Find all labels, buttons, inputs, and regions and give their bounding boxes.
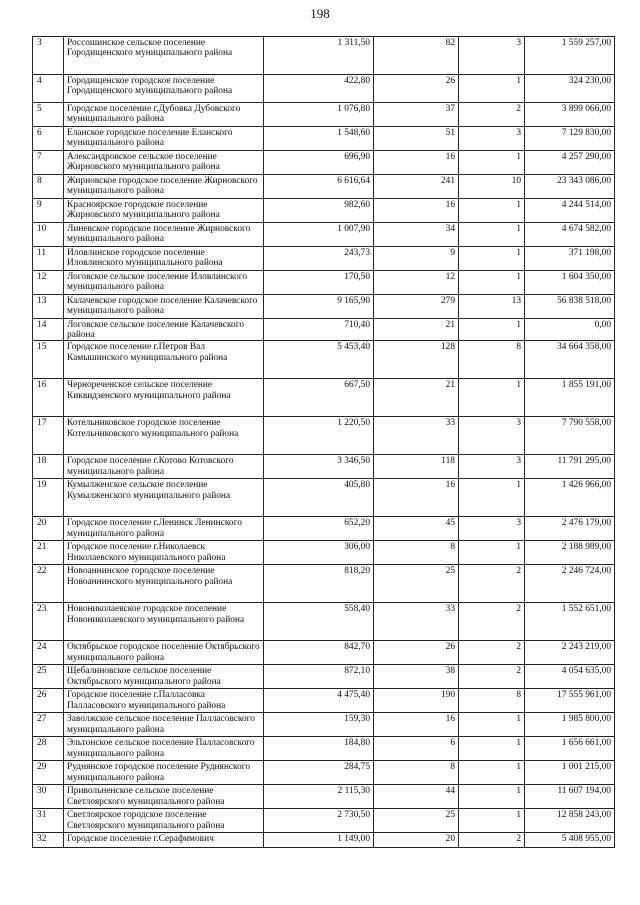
area-value: 1 220,50: [264, 417, 374, 455]
quantity-value: 3: [459, 517, 525, 541]
amount-value: 1 001 215,00: [525, 761, 615, 785]
area-value: 405,80: [264, 479, 374, 517]
count-value: 33: [374, 417, 459, 455]
table-row: [33, 517, 615, 541]
settlement-name: Котельниковское городское поселение Котельниковского муниципального района: [64, 417, 264, 455]
quantity-value: 13: [459, 295, 525, 319]
quantity-value: 1: [459, 479, 525, 517]
quantity-value: 2: [459, 603, 525, 641]
area-value: 306,00: [264, 541, 374, 565]
count-value: 16: [374, 199, 459, 223]
settlement-name: Логовское сельское поселение Иловлинского муниципального района: [64, 271, 264, 295]
table-row: [33, 295, 615, 319]
settlement-name: Городское поселение г.Серафимович: [64, 833, 264, 848]
table-row: [33, 713, 615, 737]
count-value: 45: [374, 517, 459, 541]
table-row: [33, 247, 615, 271]
table-row: [33, 565, 615, 603]
quantity-value: 1: [459, 809, 525, 833]
table-row: [33, 479, 615, 517]
quantity-value: 1: [459, 785, 525, 809]
settlement-name: Россошинское сельское поселение Городищенского муниципального района: [64, 37, 264, 75]
area-value: 2 730,50: [264, 809, 374, 833]
row-index: 32: [33, 833, 64, 848]
area-value: 4 475,40: [264, 689, 374, 713]
row-index: 28: [33, 737, 64, 761]
count-value: 21: [374, 319, 459, 341]
row-index: 20: [33, 517, 64, 541]
count-value: 6: [374, 737, 459, 761]
quantity-value: 1: [459, 319, 525, 341]
row-index: 27: [33, 713, 64, 737]
amount-value: 324 230,00: [525, 75, 615, 103]
row-index: 9: [33, 199, 64, 223]
amount-value: 1 985 800,00: [525, 713, 615, 737]
row-index: 17: [33, 417, 64, 455]
amount-value: 12 858 243,00: [525, 809, 615, 833]
settlement-name: Городищенское городское поселение Городищенского муниципального района: [64, 75, 264, 103]
table-row: [33, 341, 615, 379]
amount-value: 0,00: [525, 319, 615, 341]
amount-value: 2 188 989,00: [525, 541, 615, 565]
settlement-name: Новониколаевское городское поселение Новониколаевского муниципального района: [64, 603, 264, 641]
row-index: 6: [33, 127, 64, 151]
quantity-value: 2: [459, 665, 525, 689]
row-index: 8: [33, 175, 64, 199]
settlement-name: Кумылженское сельское поселение Кумылженского муниципального района: [64, 479, 264, 517]
area-value: 696,90: [264, 151, 374, 175]
count-value: 118: [374, 455, 459, 479]
amount-value: 11 607 194,00: [525, 785, 615, 809]
quantity-value: 1: [459, 75, 525, 103]
settlement-name: Руднянское городское поселение Руднянского муниципального района: [64, 761, 264, 785]
count-value: 190: [374, 689, 459, 713]
settlement-name: Городское поселение г.Котово Котовского муниципального района: [64, 455, 264, 479]
row-index: 5: [33, 103, 64, 127]
table-row: [33, 761, 615, 785]
settlement-name: Эльтонское сельское поселение Палласовского муниципального района: [64, 737, 264, 761]
area-value: 5 453,40: [264, 341, 374, 379]
table-row: [33, 641, 615, 665]
quantity-value: 1: [459, 247, 525, 271]
table-row: [33, 417, 615, 455]
settlement-name: Привольненское сельское поселение Светлоярского муниципального района: [64, 785, 264, 809]
row-index: 22: [33, 565, 64, 603]
count-value: 37: [374, 103, 459, 127]
settlement-name: Заволжское сельское поселение Палласовского муниципального района: [64, 713, 264, 737]
area-value: 1 007,90: [264, 223, 374, 247]
quantity-value: 3: [459, 127, 525, 151]
settlement-name: Новоаннинское городское поселение Новоаннинского муниципального района: [64, 565, 264, 603]
row-index: 23: [33, 603, 64, 641]
settlement-name: Чернореченское сельское поселение Киквидзенского муниципального района: [64, 379, 264, 417]
row-index: 15: [33, 341, 64, 379]
area-value: 9 165,90: [264, 295, 374, 319]
count-value: 8: [374, 541, 459, 565]
area-value: 159,30: [264, 713, 374, 737]
area-value: 284,75: [264, 761, 374, 785]
count-value: 16: [374, 713, 459, 737]
quantity-value: 1: [459, 271, 525, 295]
settlement-name: Городское поселение г.Петров Вал Камышинского муниципального района: [64, 341, 264, 379]
area-value: 1 548,60: [264, 127, 374, 151]
amount-value: 1 552 651,00: [525, 603, 615, 641]
amount-value: 11 791 295,00: [525, 455, 615, 479]
settlement-name: Жирновское городское поселение Жирновского муниципального района: [64, 175, 264, 199]
quantity-value: 1: [459, 541, 525, 565]
count-value: 33: [374, 603, 459, 641]
table-row: [33, 37, 615, 75]
quantity-value: 2: [459, 565, 525, 603]
area-value: 1 076,80: [264, 103, 374, 127]
row-index: 12: [33, 271, 64, 295]
amount-value: 2 246 724,00: [525, 565, 615, 603]
settlement-name: Еланское городское поселение Еланского муниципального района: [64, 127, 264, 151]
quantity-value: 1: [459, 151, 525, 175]
count-value: 279: [374, 295, 459, 319]
count-value: 16: [374, 479, 459, 517]
area-value: 6 616,64: [264, 175, 374, 199]
area-value: 842,70: [264, 641, 374, 665]
amount-value: 23 343 086,00: [525, 175, 615, 199]
count-value: 12: [374, 271, 459, 295]
table-row: [33, 785, 615, 809]
count-value: 26: [374, 641, 459, 665]
quantity-value: 2: [459, 833, 525, 848]
amount-value: 17 555 961,00: [525, 689, 615, 713]
amount-value: 4 244 514,00: [525, 199, 615, 223]
amount-value: 1 855 191,00: [525, 379, 615, 417]
settlement-name: Александровское сельское поселение Жирновского муниципального района: [64, 151, 264, 175]
table-row: [33, 737, 615, 761]
quantity-value: 1: [459, 761, 525, 785]
settlement-name: Городское поселение г.Палласовка Палласовского муниципального района: [64, 689, 264, 713]
row-index: 14: [33, 319, 64, 341]
quantity-value: 1: [459, 199, 525, 223]
table-row: [33, 541, 615, 565]
count-value: 34: [374, 223, 459, 247]
amount-value: 1 559 257,00: [525, 37, 615, 75]
area-value: 667,50: [264, 379, 374, 417]
row-index: 11: [33, 247, 64, 271]
quantity-value: 3: [459, 37, 525, 75]
settlement-name: Красноярское городское поселение Жирновского муниципального района: [64, 199, 264, 223]
count-value: 25: [374, 809, 459, 833]
row-index: 4: [33, 75, 64, 103]
amount-value: 34 664 358,00: [525, 341, 615, 379]
table-row: [33, 175, 615, 199]
count-value: 20: [374, 833, 459, 848]
row-index: 29: [33, 761, 64, 785]
amount-value: 1 426 966,00: [525, 479, 615, 517]
quantity-value: 2: [459, 103, 525, 127]
table-row: [33, 151, 615, 175]
area-value: 1 311,50: [264, 37, 374, 75]
row-index: 21: [33, 541, 64, 565]
amount-value: 4 054 635,00: [525, 665, 615, 689]
quantity-value: 1: [459, 737, 525, 761]
settlements-table: [32, 36, 615, 848]
count-value: 51: [374, 127, 459, 151]
row-index: 13: [33, 295, 64, 319]
table-row: [33, 271, 615, 295]
table-row: [33, 103, 615, 127]
count-value: 9: [374, 247, 459, 271]
table-row: [33, 319, 615, 341]
table-body: [33, 37, 615, 848]
count-value: 25: [374, 565, 459, 603]
table-row: [33, 603, 615, 641]
settlement-name: Городское поселение г.Дубовка Дубовского муниципального района: [64, 103, 264, 127]
table-row: [33, 379, 615, 417]
count-value: 82: [374, 37, 459, 75]
amount-value: 7 790 558,00: [525, 417, 615, 455]
amount-value: 5 408 955,00: [525, 833, 615, 848]
quantity-value: 2: [459, 641, 525, 665]
table-row: [33, 809, 615, 833]
row-index: 16: [33, 379, 64, 417]
row-index: 3: [33, 37, 64, 75]
count-value: 44: [374, 785, 459, 809]
settlement-name: Городское поселение г.Ленинск Ленинского муниципального района: [64, 517, 264, 541]
quantity-value: 1: [459, 379, 525, 417]
amount-value: 3 899 066,00: [525, 103, 615, 127]
area-value: 2 115,30: [264, 785, 374, 809]
table-row: [33, 223, 615, 247]
quantity-value: 8: [459, 341, 525, 379]
amount-value: 371 198,00: [525, 247, 615, 271]
amount-value: 1 604 350,00: [525, 271, 615, 295]
row-index: 30: [33, 785, 64, 809]
settlement-name: Калачевское городское поселение Калачевского муниципального района: [64, 295, 264, 319]
amount-value: 56 838 518,00: [525, 295, 615, 319]
settlement-name: Линевское городское поселение Жирновского муниципального района: [64, 223, 264, 247]
table-row: [33, 199, 615, 223]
area-value: 3 346,50: [264, 455, 374, 479]
page-number: 198: [310, 6, 330, 21]
settlement-name: Октябрьское городское поселение Октябрьского муниципального района: [64, 641, 264, 665]
count-value: 21: [374, 379, 459, 417]
settlement-name: Светлоярское городское поселение Светлоярского муниципального района: [64, 809, 264, 833]
count-value: 16: [374, 151, 459, 175]
quantity-value: 1: [459, 713, 525, 737]
row-index: 19: [33, 479, 64, 517]
table-row: [33, 75, 615, 103]
quantity-value: 3: [459, 417, 525, 455]
row-index: 10: [33, 223, 64, 247]
row-index: 31: [33, 809, 64, 833]
count-value: 38: [374, 665, 459, 689]
area-value: 1 149,00: [264, 833, 374, 848]
area-value: 818,20: [264, 565, 374, 603]
area-value: 872,10: [264, 665, 374, 689]
amount-value: 1 656 661,00: [525, 737, 615, 761]
row-index: 18: [33, 455, 64, 479]
area-value: 558,40: [264, 603, 374, 641]
table-row: [33, 455, 615, 479]
table-row: [33, 689, 615, 713]
amount-value: 2 243 219,00: [525, 641, 615, 665]
settlement-name: Логовское сельское поселение Калачевского района: [64, 319, 264, 341]
settlement-name: Щебалиновское сельское поселение Октябрьского муниципального района: [64, 665, 264, 689]
quantity-value: 3: [459, 455, 525, 479]
area-value: 243,73: [264, 247, 374, 271]
count-value: 26: [374, 75, 459, 103]
quantity-value: 10: [459, 175, 525, 199]
quantity-value: 1: [459, 223, 525, 247]
row-index: 24: [33, 641, 64, 665]
area-value: 710,40: [264, 319, 374, 341]
amount-value: 4 674 582,00: [525, 223, 615, 247]
row-index: 26: [33, 689, 64, 713]
count-value: 8: [374, 761, 459, 785]
row-index: 7: [33, 151, 64, 175]
table-row: [33, 665, 615, 689]
settlement-name: Иловлинское городское поселение Иловлинского муниципального района: [64, 247, 264, 271]
area-value: 184,80: [264, 737, 374, 761]
amount-value: 4 257 290,00: [525, 151, 615, 175]
table-row: [33, 127, 615, 151]
area-value: 982,60: [264, 199, 374, 223]
area-value: 652,20: [264, 517, 374, 541]
count-value: 128: [374, 341, 459, 379]
area-value: 422,80: [264, 75, 374, 103]
quantity-value: 8: [459, 689, 525, 713]
area-value: 170,50: [264, 271, 374, 295]
amount-value: 7 129 830,00: [525, 127, 615, 151]
settlement-name: Городское поселение г.Николаевск Николаевского муниципального района: [64, 541, 264, 565]
row-index: 25: [33, 665, 64, 689]
count-value: 241: [374, 175, 459, 199]
amount-value: 2 476 179,00: [525, 517, 615, 541]
table-row: [33, 833, 615, 848]
